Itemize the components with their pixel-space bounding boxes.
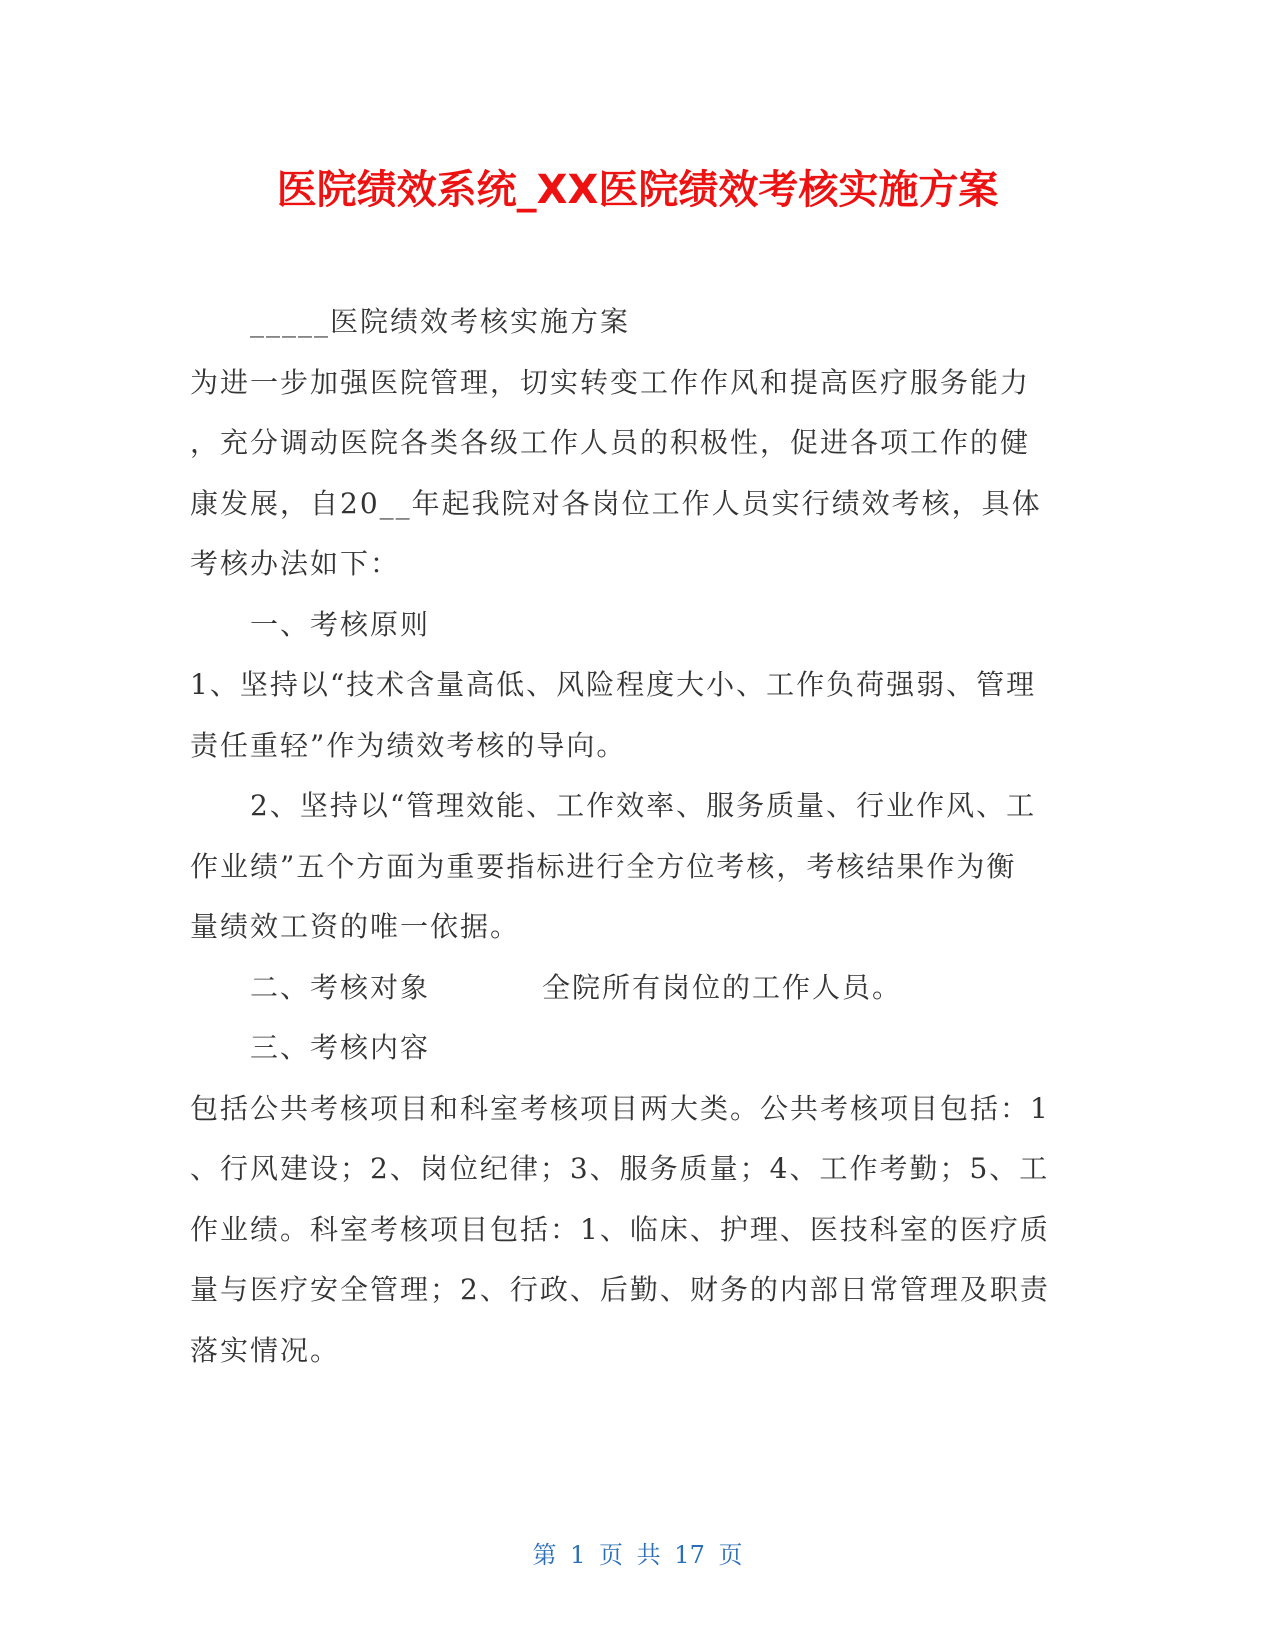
paragraph-line: 、行风建设；2、岗位纪律；3、服务质量；4、工作考勤；5、工 [190, 1152, 1050, 1185]
paragraph-line: 量绩效工资的唯一依据。 [190, 910, 521, 943]
paragraph-line: 考核办法如下： [190, 547, 401, 580]
section-heading: 二、考核对象 [250, 970, 431, 1004]
paragraph-line: 作业绩”五个方面为重要指标进行全方位考核，考核结果作为衡 [190, 849, 1017, 883]
section-heading: 三、考核内容 [250, 1031, 431, 1064]
paragraph-line: 量与医疗安全管理；2、行政、后勤、财务的内部日常管理及职责 [190, 1273, 1050, 1306]
paragraph-line: 1、坚持以“技术含量高低、风险程度大小、工作负荷强弱、管理 [190, 668, 1037, 701]
paragraph-line: 责任重轻”作为绩效考核的导向。 [190, 728, 627, 762]
paragraph-line: 包括公共考核项目和科室考核项目两大类。公共考核项目包括：1 [190, 1091, 1050, 1125]
document-body [190, 292, 1085, 1381]
paragraph-line: 为进一步加强医院管理，切实转变工作作风和提高医疗服务能力 [190, 365, 1031, 399]
paragraph-line: 2、坚持以“管理效能、工作效率、服务质量、行业作风、工 [250, 789, 1037, 822]
section-text: 全院所有岗位的工作人员。 [542, 970, 903, 1004]
section-heading-row [190, 958, 1085, 1019]
section-heading: 一、考核原则 [250, 607, 431, 641]
subtitle-line: _____医院绩效考核实施方案 [250, 305, 631, 338]
paragraph-line: 落实情况。 [190, 1333, 341, 1367]
paragraph-line: 康发展，自20__年起我院对各岗位工作人员实行绩效考核，具体 [190, 486, 1042, 520]
document-title: 医院绩效系统_XX医院绩效考核实施方案 [276, 167, 999, 213]
page-number-footer: 第 1 页 共 17 页 [532, 1541, 743, 1569]
paragraph-line: 作业绩。科室考核项目包括：1、临床、护理、医技科室的医疗质 [190, 1212, 1050, 1246]
paragraph-line: ，充分调动医院各类各级工作人员的积极性，促进各项工作的健 [190, 426, 1031, 459]
